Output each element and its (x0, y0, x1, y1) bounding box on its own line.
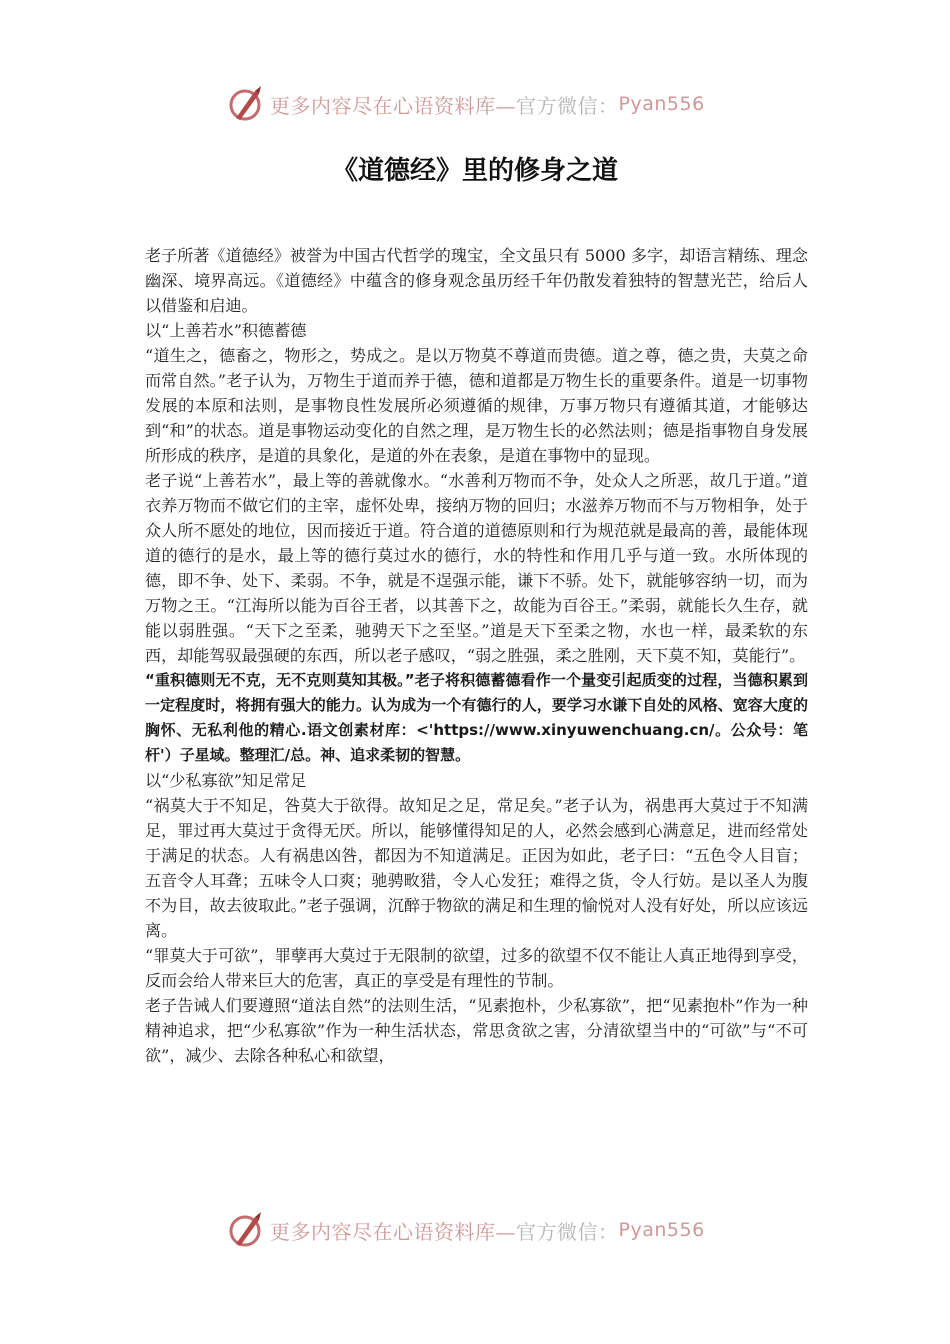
quill-pen-logo-icon (228, 1210, 264, 1250)
banner-wechat-label: 官方微信： (516, 93, 619, 118)
banner-text: 更多内容尽在心语资料库— (270, 93, 516, 118)
section-heading-desire: 以“少私寡欲”知足常足 (145, 771, 307, 790)
paragraph: “祸莫大于不知足，咎莫大于欲得。故知足之足，常足矣。”老子认为，祸患再大莫过于不知满足，罪过再大莫过于贪得无厌。所以，能够懂得知足的人，必然会感到心满意足，进而经常处于满足的状态。人有祸患凶咎，都因为不知道满足。正因为如此，老子曰：“五色令人目盲；五音令人耳聋；五味令人口爽；驰骋畋猎，令人心发狂；难得之货，令人行妨。是以圣人为腹不为目，故去彼取此。”老子强调，沉醉于物欲的满足和生理的愉悦对人没有好处，所以应该远离。 (145, 796, 808, 940)
document-title: 《道德经》里的修身之道 (331, 156, 618, 186)
section-heading-water: 以“上善若水”积德蓄德 (145, 321, 307, 340)
quill-pen-logo-icon (228, 84, 264, 124)
paragraph: “罪莫大于可欲”，罪孽再大莫过于无限制的欲望，过多的欲望不仅不能让人真正地得到享受，反而会给人带来巨大的危害，真正的享受是有理性的节制。 (145, 946, 808, 990)
header-watermark-banner (228, 82, 705, 126)
banner-wechat-id: Pyan556 (618, 93, 705, 115)
banner-wechat-label: 官方微信： (516, 1219, 619, 1244)
paragraph-inserted-sans: “重积德则无不克，无不克则莫知其极。”老子将积德蓄德看作一个量变引起质变的过程，当德积累到一定程度时，将拥有强大的能力。认为成为一个有德行的人，要学习水谦下自处的风格、宽容大度的胸怀、无私利他的精心.语文创素材库：<'https://www.xinyuwenchuang.cn/。公众号：笔杆'）子星域。整理汇/总。神、追求柔韧的智慧。 (145, 671, 808, 764)
paragraph: 老子说“上善若水”，最上等的善就像水。“水善利万物而不争，处众人之所恶，故几于道。”道衣养万物而不做它们的主宰，虚怀处卑，接纳万物的回归；水滋养万物而不与万物相争，处于众人所不愿处的地位，因而接近于道。符合道的道德原则和行为规范就是最高的善，最能体现道的德行的是水，最上等的德行莫过水的德行，水的特性和作用几乎与道一致。水所体现的德，即不争、处下、柔弱。不争，就是不逞强示能，谦下不骄。处下，就能够容纳一切，而为万物之王。“江海所以能为百谷王者，以其善下之，故能为百谷王。”柔弱，就能长久生存，就能以弱胜强。“天下之至柔，驰骋天下之至坚。”道是天下至柔之物，水也一样，最柔软的东西，却能驾驭最强硬的东西，所以老子感叹，“弱之胜强，柔之胜刚，天下莫不知，莫能行”。 (145, 471, 808, 665)
banner-text: 更多内容尽在心语资料库— (270, 1219, 516, 1244)
paragraph: 老子告诫人们要遵照“道法自然”的法则生活，“见素抱朴，少私寡欲”，把“见素抱朴”作为一种精神追求，把“少私寡欲”作为一种生活状态，常思贪欲之害，分清欲望当中的“可欲”与“不可欲”，减少、去除各种私心和欲望， (145, 996, 808, 1065)
document-body (145, 243, 808, 1068)
footer-watermark-banner (228, 1208, 705, 1252)
banner-wechat-id: Pyan556 (618, 1219, 705, 1241)
paragraph-intro: 老子所著《道德经》被誉为中国古代哲学的瑰宝，全文虽只有 5000 多字，却语言精练、理念幽深、境界高远。《道德经》中蕴含的修身观念虽历经千年仍散发着独特的智慧光芒，给后人以借鉴和启迪。 (145, 246, 808, 315)
paragraph: “道生之，德畜之，物形之，势成之。是以万物莫不尊道而贵德。道之尊，德之贵，夫莫之命而常自然。”老子认为，万物生于道而养于德，德和道都是万物生长的重要条件。道是一切事物发展的本原和法则，是事物良性发展所必须遵循的规律，万事万物只有遵循其道，才能够达到“和”的状态。道是事物运动变化的自然之理，是万物生长的必然法则；德是指事物自身发展所形成的秩序，是道的具象化，是道的外在表象，是道在事物中的显现。 (145, 346, 808, 465)
